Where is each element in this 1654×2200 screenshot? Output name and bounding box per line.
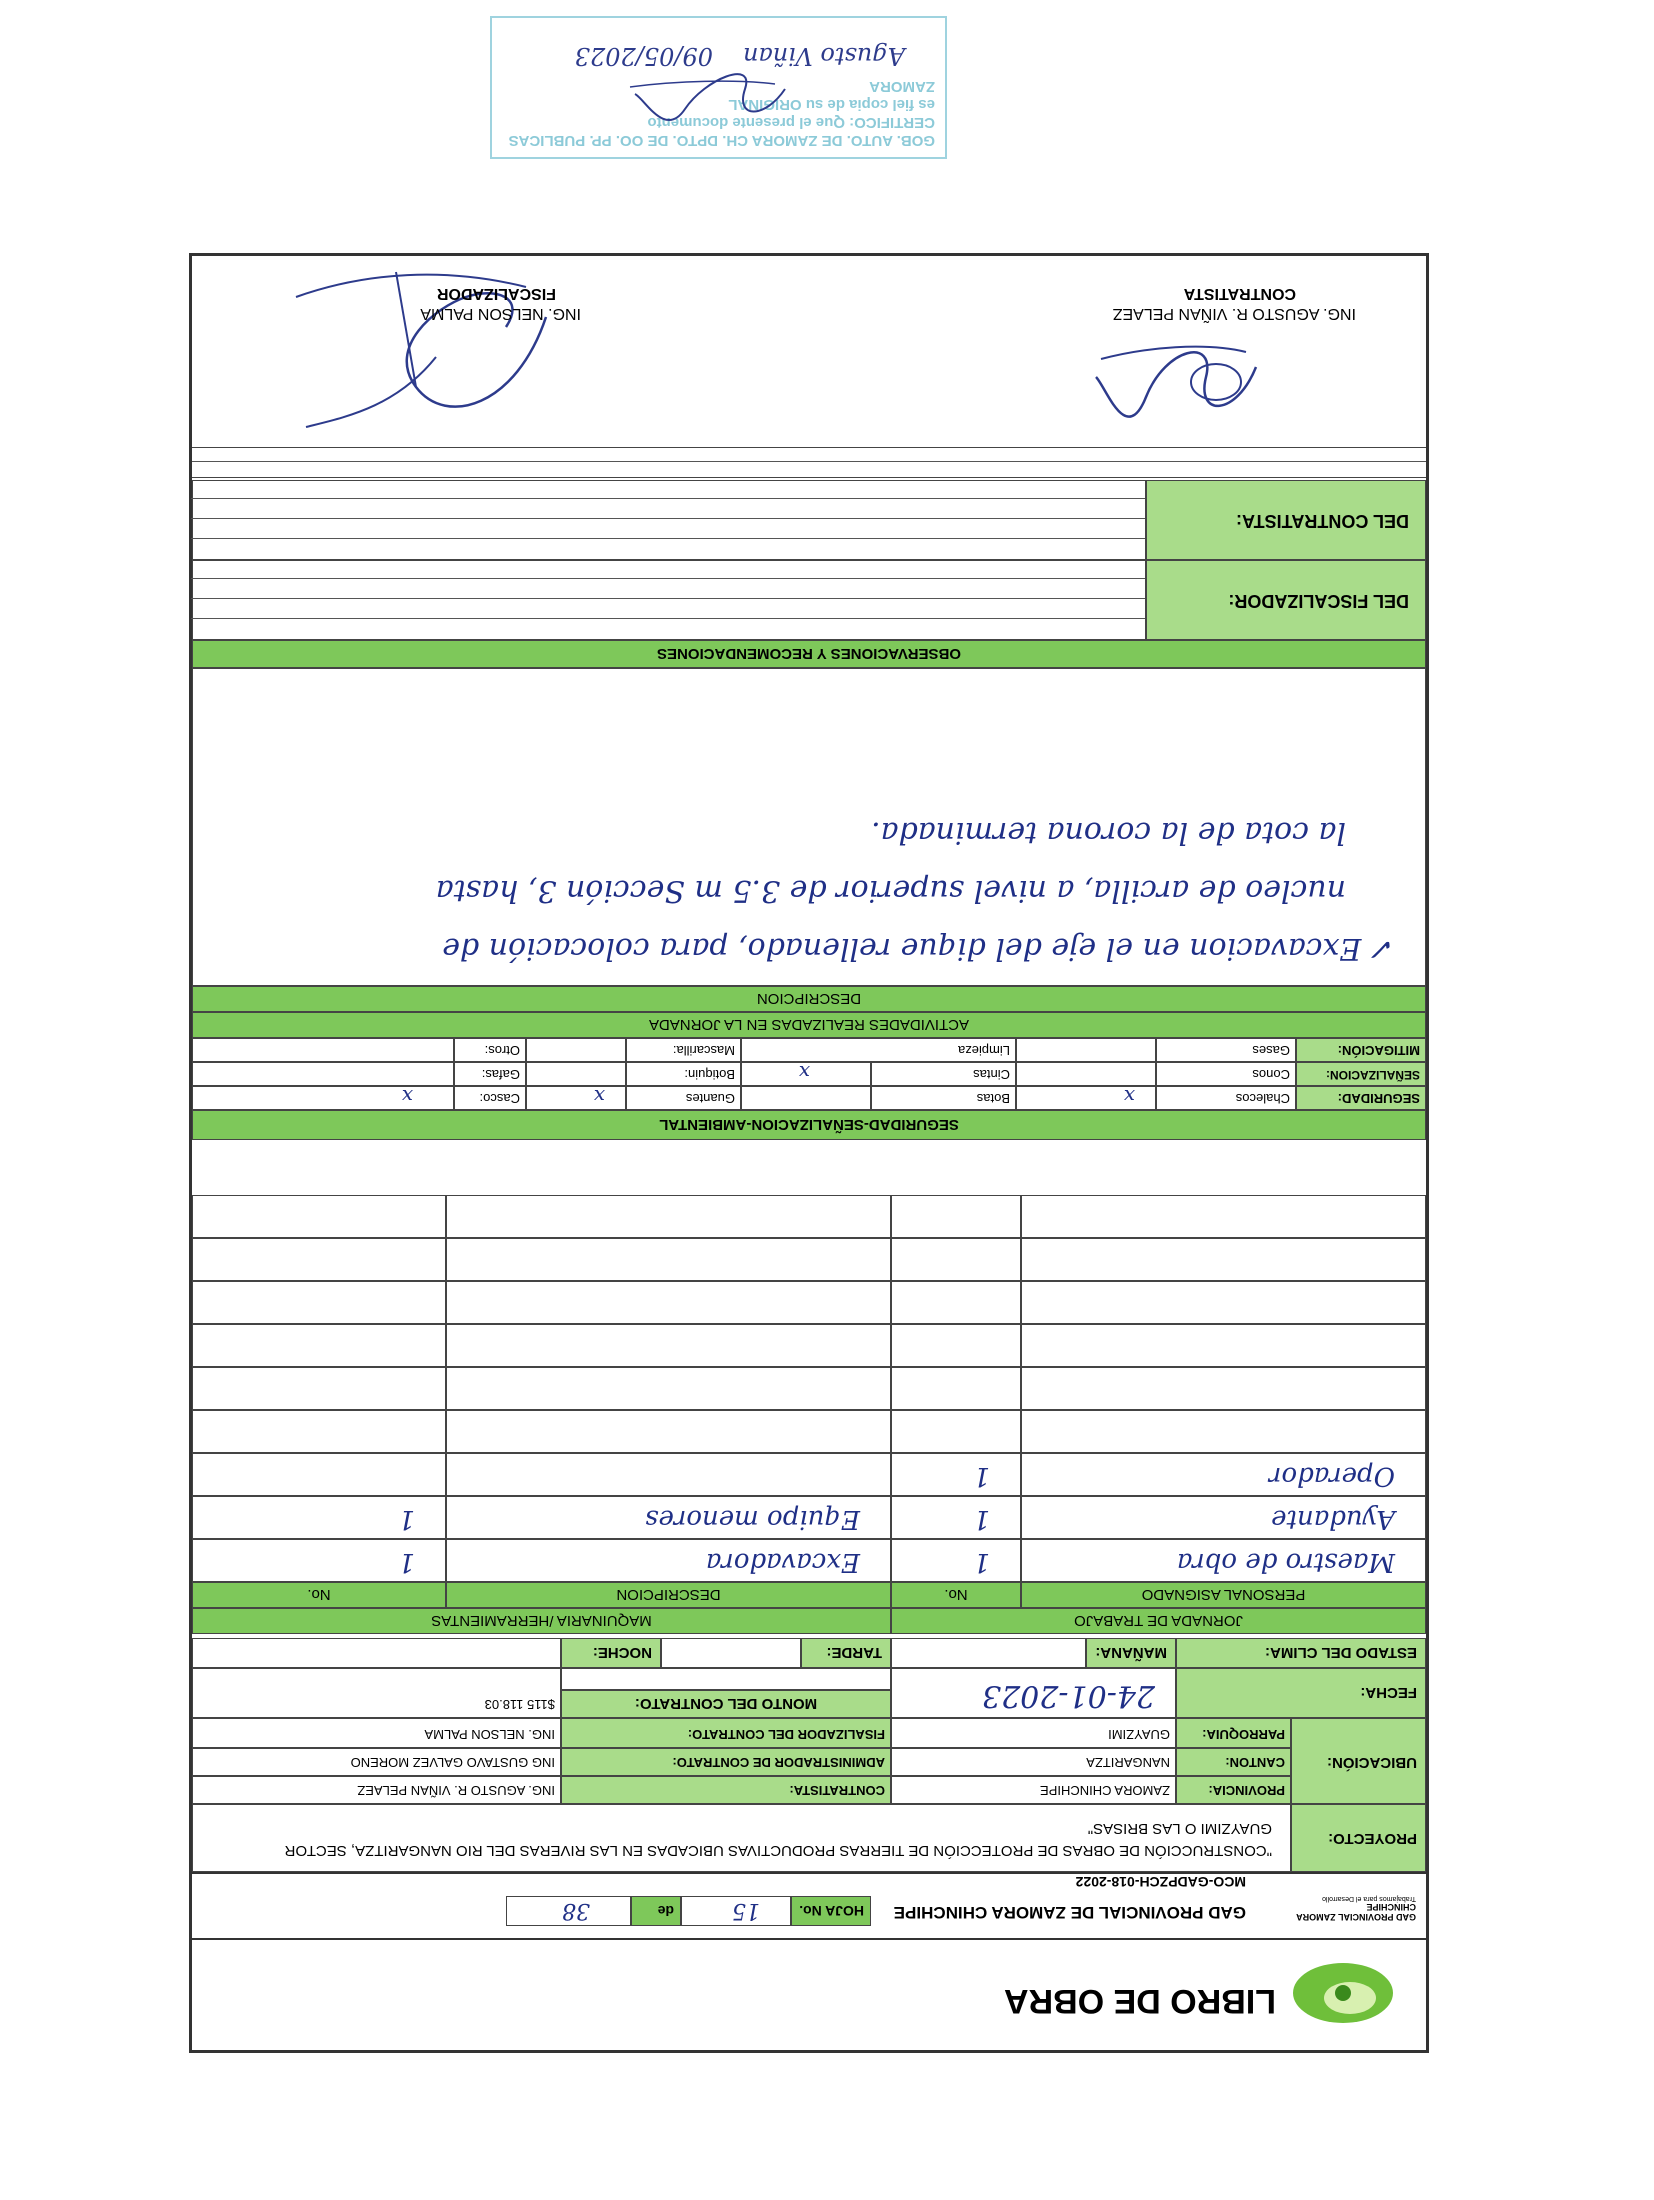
resource-cell-no [891,1238,1021,1281]
activity-line: nucleo de arcilla, a nivel superior de 3.5 m Sección 3, hasta [435,873,1346,908]
resource-cell-desc [446,1453,891,1496]
resource-cell-no [891,1195,1021,1238]
activity-line: ✓ Excavacion en el eje del dique rellenado, para colocación de [442,931,1396,966]
resource-cell-personal [1021,1195,1426,1238]
resource-cell-personal [1021,1281,1426,1324]
resource-cell-personal [1021,1410,1426,1453]
tarde-value [661,1638,801,1668]
manana-value [891,1638,1086,1668]
fiscalizador-contrato-label: FISALIZADOR DEL CONTRATO: [561,1718,891,1748]
botas-mark [741,1086,871,1110]
limpieza-option: Limpieza [741,1038,1016,1062]
resource-cell-desc [446,1367,891,1410]
botas-option: Botas [871,1086,1016,1110]
resource-cell-no2 [192,1195,446,1238]
resource-cell-no: 1 [891,1453,1021,1496]
stamp-signer: Agusto Viñan [743,42,905,70]
jornada-header: JORNADA DE TRABAJO [891,1608,1426,1634]
fiscalizador-role: FISCALIZADOR [436,285,556,302]
logo-caption [1256,1892,1416,1922]
stamp-line: ZAMORA [869,78,935,95]
chalecos-option: Chalecos [1156,1086,1296,1110]
ubicacion-label: UBICACIÓN: [1291,1718,1426,1804]
resource-cell-no2 [192,1281,446,1324]
resource-cell-desc [446,1195,891,1238]
resource-cell-no2 [192,1453,446,1496]
descripcion-header: DESCRIPCION [446,1582,891,1608]
gafas-option: Gafas: [454,1062,526,1086]
stamp-line: es fiel copia de su ORIGINAL [728,96,935,113]
observations-title: OBSERVACIONES Y RECOMENDACIONES [192,640,1426,668]
hoja-number: 15 [681,1896,791,1926]
mascarilla-option: Mascarilla: [626,1038,741,1062]
obs-fiscalizador-lines [192,560,1146,640]
noche-label: NOCHE: [561,1638,661,1668]
botiquin-spacer [526,1062,626,1086]
monto-label: MONTO DEL CONTRATO: [561,1690,891,1718]
libro-de-obra-form [189,253,1429,2053]
hoja-label: HOJA No. [791,1896,871,1926]
contratista-value: ING. AGUSTO R. VIÑAN PELAEZ [192,1776,561,1804]
total-hojas: 38 [506,1896,631,1926]
resource-cell-no2 [192,1410,446,1453]
resource-cell-no2 [192,1238,446,1281]
resource-cell-no [891,1410,1021,1453]
proyecto-label: PROYECTO: [1291,1804,1426,1872]
observations-section [192,478,1426,668]
senalizacion-label: SEÑALIZACION: [1296,1062,1426,1086]
resource-cell-desc [446,1410,891,1453]
botiquin-mark: x [741,1062,871,1086]
activities-title: ACTIVIDADES REALIZADAS EN LA JORNADA [192,1012,1426,1038]
provincia-label: PROVINCIA: [1176,1776,1291,1804]
signatures-section [192,256,1426,448]
fecha-value: 24-01-2023 [891,1668,1176,1718]
gases-mark [1016,1038,1156,1062]
conos-mark [1016,1062,1156,1086]
obs-contratista-label: DEL CONTRATISTA: [1146,480,1426,560]
fiscalizador-name: ING. NELSON PALMA [420,305,581,322]
personal-header: PERSONAL ASIGNADO [1021,1582,1426,1608]
conos-option: Conos [1156,1062,1296,1086]
monto-value: $115 118.03 [192,1668,561,1718]
resource-cell-personal: Maestro de obra [1021,1539,1426,1582]
resource-cell-desc: Equipo menores [446,1496,891,1539]
stamp-date: 09/05/2023 [574,42,713,70]
parroquia-value: GUAYZIMI [891,1718,1176,1748]
resource-cell-personal [1021,1238,1426,1281]
contract-code: MCO-GADPZCH-018-2022 [1075,1874,1246,1890]
obs-fiscalizador-label: DEL FISCALIZADOR: [1146,560,1426,640]
botiquin-option: Botiquin: [626,1062,741,1086]
resources-table [192,1192,1426,1634]
fecha-label: FECHA: [1176,1668,1426,1718]
de-label: de [631,1896,681,1926]
resource-cell-no2: 1 [192,1539,446,1582]
chalecos-mark: x [1016,1086,1156,1110]
proyecto-value: "CONSTRUCCIÓN DE OBRAS DE PROTECCIÓN DE TIERRAS PRODUCTIVAS UBICADAS EN LAS RIVERAS DEL RIO NANGARITZA, SECTOR GUAYZIMI O LAS BRISAS" [192,1804,1291,1872]
resource-cell-personal: Operador [1021,1453,1426,1496]
contratista-signature-icon [1086,327,1276,437]
divider [192,1938,1426,1940]
mitigacion-label: MITIGACIÓN: [1296,1038,1426,1062]
resource-cell-no [891,1367,1021,1410]
seguridad-label: SEGURIDAD: [1296,1086,1426,1110]
gad-logo-icon [1288,1958,1398,2028]
resource-cell-no2 [192,1367,446,1410]
cintas-option: Cintas [871,1062,1016,1086]
canton-value: NANGARITZA [891,1748,1176,1776]
resource-cell-personal [1021,1367,1426,1410]
administrador-label: ADMINISTRADOR DE CONTRATO: [561,1748,891,1776]
resource-cell-desc [446,1281,891,1324]
administrador-value: ING GUSTAVO GALVEZ MORENO [192,1748,561,1776]
guantes-option: Guantes [626,1086,741,1110]
otros-value [192,1038,454,1062]
obs-contratista-lines [192,480,1146,560]
resource-cell-no [891,1324,1021,1367]
mascarilla-mark [526,1038,626,1062]
activities-section [192,668,1426,1038]
contratista-role: CONTRATISTA [1183,285,1296,302]
resource-cell-no: 1 [891,1496,1021,1539]
gafas-mark [192,1062,454,1086]
safety-title: SEGURIDAD-SEÑALIZACION-AMBIENTAL [192,1110,1426,1140]
resource-cell-no2 [192,1324,446,1367]
monto-spacer [561,1668,891,1690]
casco-option: Casco: [454,1086,526,1110]
safety-section [192,1030,1426,1140]
tarde-label: TARDE: [801,1638,891,1668]
clima-label: ESTADO DEL CLIMA: [1176,1638,1426,1668]
form-header [192,1940,1426,2050]
contratista-name: ING. AGUSTO R. VIÑAN PELAEZ [1112,305,1356,322]
fiscalizador-contrato-value: ING. NELSON PALMA [192,1718,561,1748]
no-header: No. [891,1582,1021,1608]
contratista-label: CONTRATISTA: [561,1776,891,1804]
gases-option: Gases [1156,1038,1296,1062]
resource-cell-no2: 1 [192,1496,446,1539]
stamp-line: CERTIFICO: Que el presente documento [647,114,935,131]
stamp-signature-icon [625,69,795,129]
resource-cell-personal: Ayudante [1021,1496,1426,1539]
obs-extra-lines [192,448,1426,478]
certification-stamp [490,16,947,159]
noche-value [192,1638,561,1668]
maquinaria-header: MAQUINARIA /HERRAMIENTAS [192,1608,891,1634]
activities-desc-header: DESCRIPCION [192,986,1426,1012]
resource-cell-no: 1 [891,1539,1021,1582]
logo-subtext: Trabajamos para el Desarrollo [1322,1895,1416,1902]
manana-label: MAÑANA: [1086,1638,1176,1668]
guantes-mark: x [526,1086,626,1110]
page-title: LIBRO DE OBRA [1004,1982,1276,2020]
stamp-line: GOB. AUTO. DE ZAMORA CH. DPTO. DE OO. PP. PUBLICAS [508,132,935,149]
activity-line: la cota de la corona terminada. [871,815,1346,850]
provincia-value: ZAMORA CHINCHIPE [891,1776,1176,1804]
canton-label: CANTON: [1176,1748,1291,1776]
casco-mark: x [192,1086,454,1110]
logo-text: GAD PROVINCIAL ZAMORA CHINCHIPE [1296,1902,1416,1922]
resource-cell-personal [1021,1324,1426,1367]
resource-cell-desc: Excavadora [446,1539,891,1582]
otros-option: Otros: [454,1038,526,1062]
resource-cell-desc [446,1324,891,1367]
resource-cell-no [891,1281,1021,1324]
parroquia-label: PARROQUIA: [1176,1718,1291,1748]
no2-header: No. [192,1582,446,1608]
resource-cell-desc [446,1238,891,1281]
organization-name: GAD PROVINCIAL DE ZAMORA CHINCHIPE [893,1903,1246,1922]
